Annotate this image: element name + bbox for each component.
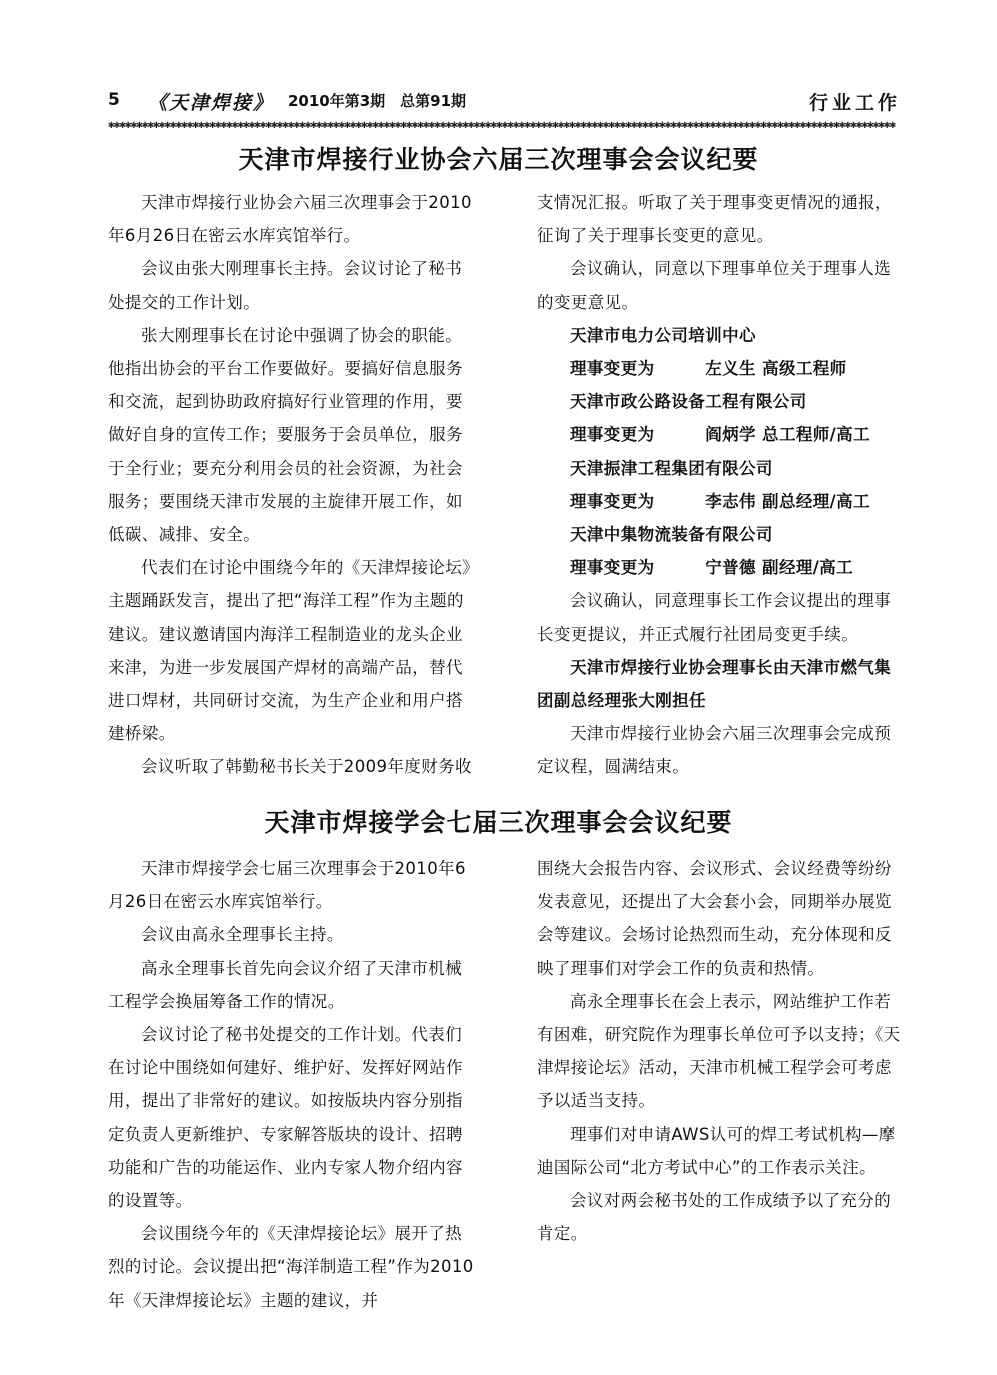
member-change: 理事变更为 宁普德 副经理/高工 <box>570 558 853 578</box>
article1-left-column <box>108 186 476 784</box>
paragraph: 支情况汇报。听取了关于理事变更情况的通报，征询了关于理事长变更的意见。 <box>537 193 892 246</box>
article2-right-column <box>537 852 905 1250</box>
paragraph: 会议确认，同意以下理事单位关于理事人选的变更意见。 <box>537 259 892 312</box>
paragraph: 高永全理事长在会上表示，网站维护工作若有困难，研究院作为理事长单位可予以支持；《天津焊接论坛》活动，天津市机械工程学会可考虑予以适当支持。 <box>537 991 901 1111</box>
paragraph: 会议对两会秘书处的工作成绩予以了充分的肯定。 <box>537 1191 892 1244</box>
member-unit: 天津市电力公司培训中心 <box>570 325 756 345</box>
article1-right-column <box>537 186 905 784</box>
paragraph: 会议讨论了秘书处提交的工作计划。代表们在讨论中围绕如何建好、维护好、发挥好网站作用，提出了非常好的建议。如按版块内容分别指定负责人更新维护、专家解答版块的设计、招聘功能和广告的功能运作、业内专家人物介绍内容的设置等。 <box>108 1025 463 1211</box>
paragraph: 会议由张大刚理事长主持。会议讨论了秘书处提交的工作计划。 <box>108 259 463 312</box>
paragraph: 高永全理事长首先向会议介绍了天津市机械工程学会换届筹备工作的情况。 <box>108 958 463 1011</box>
member-unit: 天津市政公路设备工程有限公司 <box>570 392 807 412</box>
article2-left-column <box>108 852 476 1317</box>
paragraph: 围绕大会报告内容、会议形式、会议经费等纷纷发表意见，还提出了大会套小会，同期举办展览会等建议。会场讨论热烈而生动，充分体现和反映了理事们对学会工作的负责和热情。 <box>537 859 892 978</box>
article1-title: 天津市焊接行业协会六届三次理事会会议纪要 <box>238 145 759 174</box>
paragraph: 理事们对申请AWS认可的焊工考试机构—摩迪国际公司“北方考试中心”的工作表示关注。 <box>537 1124 896 1177</box>
chairman-announcement: 天津市焊接行业协会理事长由天津市燃气集团副总经理张大刚担任 <box>537 657 892 711</box>
paragraph: 天津市焊接行业协会六届三次理事会完成预定议程，圆满结束。 <box>537 724 892 777</box>
paragraph: 张大刚理事长在讨论中强调了协会的职能。他指出协会的平台工作要做好。要搞好信息服务和交流，起到协助政府搞好行业管理的作用，要做好自身的宣传工作；要服务于会员单位，服务于全行业；要充分利用会员的社会资源，为社会服务；要围绕天津市发展的主旋律开展工作，如低碳、减排、安全。 <box>108 325 463 545</box>
section-label: 行业工作 <box>808 92 901 114</box>
paragraph: 会议听取了韩勤秘书长关于2009年度财务收 <box>141 757 472 777</box>
page-number: 5 <box>108 90 120 110</box>
member-change: 理事变更为 阎炳学 总工程师/高工 <box>570 425 870 445</box>
paragraph: 会议围绕今年的《天津焊接论坛》展开了热烈的讨论。会议提出把“海洋制造工程”作为2010年《天津焊接论坛》主题的建议，并 <box>108 1224 474 1310</box>
member-unit: 天津中集物流装备有限公司 <box>570 525 773 545</box>
paragraph: 会议确认，同意理事长工作会议提出的理事长变更提议，并正式履行社团局变更手续。 <box>537 591 892 644</box>
header-divider: ✱✱✱✱✱✱✱✱✱✱✱✱✱✱✱✱✱✱✱✱✱✱✱✱✱✱✱✱✱✱✱✱✱✱✱✱✱✱✱✱✱✱✱✱✱✱✱✱✱✱✱✱✱✱✱✱✱✱✱✱✱✱✱✱✱✱✱✱✱✱✱✱✱✱✱✱✱✱✱✱✱✱✱✱✱✱✱✱✱✱✱✱✱✱✱✱✱✱✱✱✱✱✱✱✱✱✱✱✱✱✱✱✱✱✱✱✱✱✱✱✱✱✱✱✱✱✱✱✱✱✱✱✱✱✱✱✱✱✱✱ <box>108 120 896 129</box>
member-change: 理事变更为 李志伟 副总经理/高工 <box>570 491 870 511</box>
member-unit: 天津振津工程集团有限公司 <box>570 458 773 478</box>
issue-info: 2010年第3期 总第91期 <box>288 92 467 110</box>
paragraph: 天津市焊接学会七届三次理事会于2010年6月26日在密云水库宾馆举行。 <box>108 859 466 912</box>
paragraph: 会议由高永全理事长主持。 <box>141 925 344 945</box>
member-change: 理事变更为 左义生 高级工程师 <box>570 359 847 379</box>
paragraph: 天津市焊接行业协会六届三次理事会于2010年6月26日在密云水库宾馆举行。 <box>108 193 472 246</box>
running-header <box>0 88 997 118</box>
journal-title: 《天津焊接》 <box>148 92 275 114</box>
paragraph: 代表们在讨论中围绕今年的《天津焊接论坛》主题踊跃发言，提出了把“海洋工程”作为主题的建议。建议邀请国内海洋工程制造业的龙头企业来津，为进一步发展国产焊材的高端产品，替代进口焊材，共同研讨交流，为生产企业和用户搭建桥梁。 <box>108 558 471 744</box>
article2-title: 天津市焊接学会七届三次理事会会议纪要 <box>264 808 733 837</box>
